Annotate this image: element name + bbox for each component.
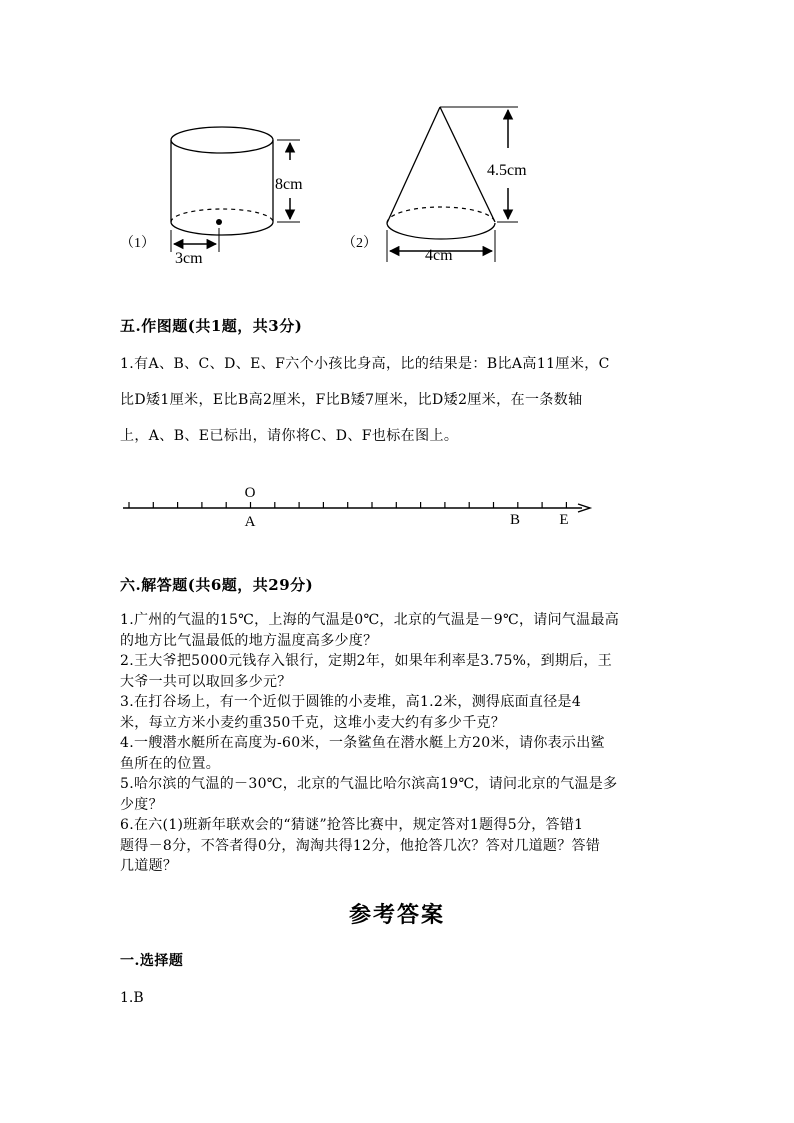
cylinder-bottom-front-arc [171,222,273,235]
geometry-figures [0,0,794,300]
answer-1: 1.B [120,990,144,1006]
answers-section1-title: 一.选择题 [120,953,184,969]
section6-line-13: 几道题？ [120,858,178,874]
cylinder-figure [120,127,303,267]
cylinder-center-dot [216,219,222,225]
cylinder-index-label: （1） [120,236,155,251]
section6-line-10: 少度？ [120,796,163,813]
cone-base-back-arc [387,207,495,223]
section6-line-6: 米，每立方米小麦约重350千克，这堆小麦大约有多少千克？ [120,714,506,731]
section6-line-2: 的地方比气温最低的地方温度高多少度？ [120,632,378,649]
point-b-label: B [509,512,521,528]
section6-line-7: 4.一艘潜水艇所在高度为-60米，一条鲨鱼在潜水艇上方20米，请你表示出鲨 [120,735,605,751]
cone-figure [342,107,527,264]
section6-line-11: 6.在六(1)班新年联欢会的“猜谜”抢答比赛中，规定答对1题得5分，答错1 [120,817,584,833]
cylinder-top-ellipse [171,127,273,153]
origin-label: O [244,485,256,501]
section6-line-12: 题得－8分，不答者得0分，淘淘共得12分，他抢答几次？答对几道题？答错 [120,837,601,854]
cone-base-front-arc [387,223,495,239]
section6-line-3: 2.王大爷把5000元钱存入银行，定期2年，如果年利率是3.75%，到期后，王 [120,653,613,669]
section5-question-line-1: 1.有A、B、C、D、E、F六个小孩比身高，比的结果是：B比A高11厘米，C [120,356,610,372]
cylinder-radius-label: 3cm [175,250,203,267]
section5-title: 五.作图题(共1题，共3分) [120,317,303,335]
cone-left-edge [387,107,440,223]
section6-line-8: 鱼所在的位置。 [120,755,221,772]
number-line-ticks [129,502,566,508]
section5-question-line-3: 上，A、B、E已标出，请你将C、D、F也标在图上。 [120,428,459,444]
section6-line-5: 3.在打谷场上，有一个近似于圆锥的小麦堆，高1.2米，测得底面直径是4 [120,694,582,710]
section5-question [120,346,680,454]
point-a-label: A [244,514,256,530]
cone-index-label: （2） [342,236,377,251]
section6-title: 六.解答题(共6题，共29分) [120,576,314,594]
section6-questions [120,610,680,877]
cylinder-bottom-back-arc [171,209,273,222]
cylinder-height-label: 8cm [275,176,303,193]
section6-line-4: 大爷一共可以取回多少元？ [120,673,292,690]
section6-line-9: 5.哈尔滨的气温的－30℃，北京的气温比哈尔滨高19℃，请问北京的气温是多 [120,776,618,792]
cone-height-label: 4.5cm [487,162,527,179]
cone-diameter-label: 4cm [425,247,453,264]
section5-question-line-2: 比D矮1厘米，E比B高2厘米，F比B矮7厘米，比D矮2厘米，在一条数轴 [120,392,583,408]
answer-key-title: 参考答案 [348,902,445,928]
point-e-label: E [559,512,569,528]
number-line [0,470,794,540]
section6-line-1: 1.广州的气温的15℃，上海的气温是0℃，北京的气温是－9℃，请问气温最高 [120,612,620,628]
